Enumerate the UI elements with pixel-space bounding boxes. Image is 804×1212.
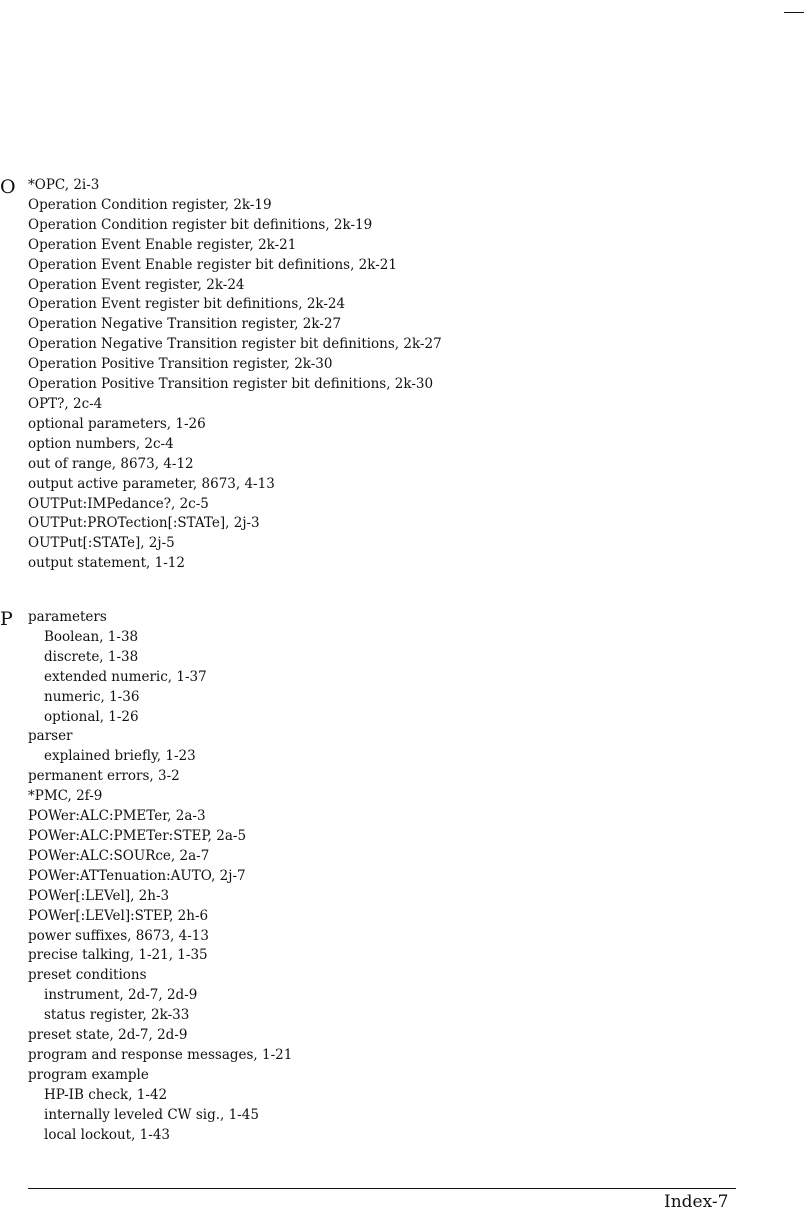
index-subentry: status register, 2k-33 (44, 1007, 190, 1024)
index-subentry: HP-IB check, 1-42 (44, 1086, 168, 1103)
index-subentry: optional, 1-26 (44, 708, 139, 725)
footer-rule (28, 1188, 736, 1189)
index-subentry: local lockout, 1-43 (44, 1126, 171, 1143)
index-entry: OPT?, 2c-4 (28, 395, 103, 412)
index-entry: OUTPut:IMPedance?, 2c-5 (28, 495, 209, 512)
index-entry: preset conditions (28, 967, 147, 984)
index-entry: POWer:ALC:SOURce, 2a-7 (28, 847, 210, 864)
index-subentry: discrete, 1-38 (44, 648, 139, 665)
index-entry: optional parameters, 1-26 (28, 415, 206, 432)
index-entry: OUTPut:PROTection[:STATe], 2j-3 (28, 515, 260, 532)
index-entry: program example (28, 1066, 149, 1083)
index-entry: Operation Event Enable register bit definitions, 2k-21 (28, 256, 397, 273)
index-entry: Operation Positive Transition register, 2k-30 (28, 356, 333, 373)
index-entry: power suffixes, 8673, 4-13 (28, 927, 209, 944)
index-entry: Operation Event Enable register, 2k-21 (28, 236, 297, 253)
index-subentry: internally leveled CW sig., 1-45 (44, 1106, 259, 1123)
index-entry: POWer:ALC:PMETer, 2a-3 (28, 808, 206, 825)
index-entry: program and response messages, 1-21 (28, 1046, 293, 1063)
index-entry: *OPC, 2i-3 (28, 177, 100, 193)
index-entry: Operation Event register bit definitions, 2k-24 (28, 296, 346, 313)
index-entry: output active parameter, 8673, 4-13 (28, 475, 275, 492)
index-entry: POWer[:LEVel], 2h-3 (28, 887, 170, 904)
index-subentry: instrument, 2d-7, 2d-9 (44, 987, 198, 1004)
page-number: Index-7 (664, 1192, 729, 1212)
index-entry: output statement, 1-12 (28, 555, 185, 572)
index-entry: Operation Negative Transition register bit definitions, 2k-27 (28, 336, 442, 353)
index-entry: Operation Negative Transition register, 2k-27 (28, 316, 342, 333)
index-subentry: extended numeric, 1-37 (44, 668, 207, 685)
index-entry: POWer:ATTenuation:AUTO, 2j-7 (28, 867, 246, 884)
index-entry: Operation Condition register, 2k-19 (28, 196, 272, 213)
index-entry: permanent errors, 3-2 (28, 768, 180, 785)
index-entry: Operation Positive Transition register bit definitions, 2k-30 (28, 376, 434, 393)
index-section-p (28, 608, 292, 1145)
index-entry: Operation Condition register bit definitions, 2k-19 (28, 216, 373, 233)
index-entry: preset state, 2d-7, 2d-9 (28, 1027, 188, 1044)
corner-rule (784, 12, 804, 13)
index-entry: OUTPut[:STATe], 2j-5 (28, 535, 175, 552)
index-entry: *PMC, 2f-9 (28, 788, 103, 805)
index-entry: POWer[:LEVel]:STEP, 2h-6 (28, 907, 209, 924)
section-letter-o: O (0, 176, 16, 198)
index-entry: parameters (28, 609, 107, 625)
section-letter-p: P (0, 608, 13, 630)
index-entry: POWer:ALC:PMETer:STEP, 2a-5 (28, 827, 247, 844)
index-entry: precise talking, 1-21, 1-35 (28, 947, 208, 964)
index-entry: option numbers, 2c-4 (28, 435, 174, 452)
index-entry: out of range, 8673, 4-12 (28, 455, 194, 472)
index-subentry: explained briefly, 1-23 (44, 748, 196, 765)
index-subentry: Boolean, 1-38 (44, 628, 139, 645)
index-subentry: numeric, 1-36 (44, 688, 140, 705)
index-entry: parser (28, 728, 73, 745)
index-entry: Operation Event register, 2k-24 (28, 276, 245, 293)
index-section-o (28, 176, 442, 574)
